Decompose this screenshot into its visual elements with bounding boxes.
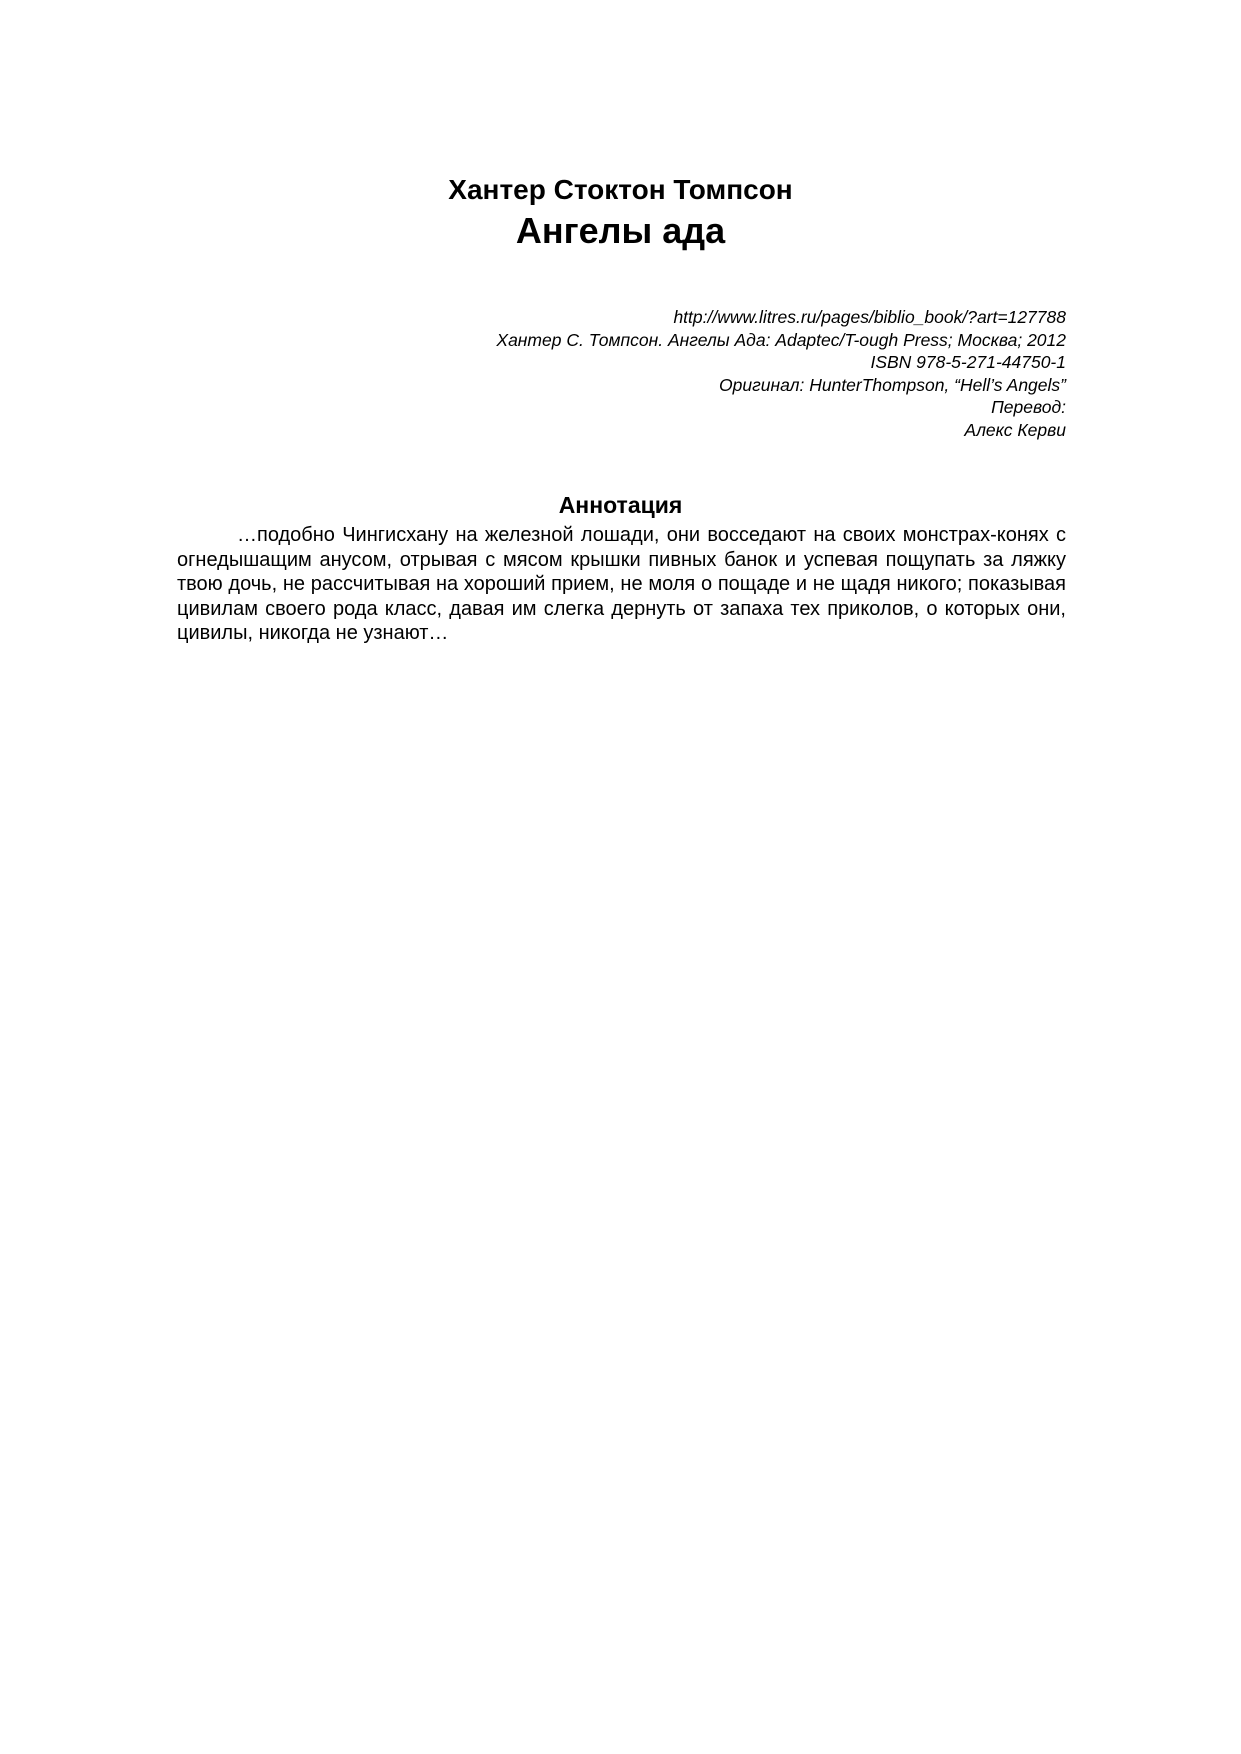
edition-line: Хантер С. Томпсон. Ангелы Ада: Adaptec/T-ough Press; Москва; 2012 xyxy=(496,329,1066,350)
translation-label: Перевод: xyxy=(991,397,1066,417)
original-title-line: Оригинал: HunterThompson, “Hell’s Angels” xyxy=(719,374,1066,395)
annotation-heading: Аннотация xyxy=(558,492,683,518)
publication-info xyxy=(420,306,1066,441)
annotation-text: …подобно Чингисхану на железной лошади, они восседают на своих монстрах-конях с огнедышащим анусом, отрывая с мясом крышки пивных банок и успевая пощупать за ляжку твою дочь, не рассчитывая на хороший прием, не моля о пощаде и не щадя никого; показывая цивилам своего рода класс, давая им слегка дернуть от запаха тех приколов, о которых они, цивилы, никогда не узнают… xyxy=(177,524,1066,644)
source-url: http://www.litres.ru/pages/biblio_book/?art=127788 xyxy=(673,307,1066,327)
book-author: Хантер Стоктон Томпсон xyxy=(448,174,793,205)
isbn-line: ISBN 978-5-271-44750-1 xyxy=(870,352,1066,372)
book-title: Ангелы ада xyxy=(515,210,726,251)
translator-name: Алекс Керви xyxy=(964,419,1066,440)
